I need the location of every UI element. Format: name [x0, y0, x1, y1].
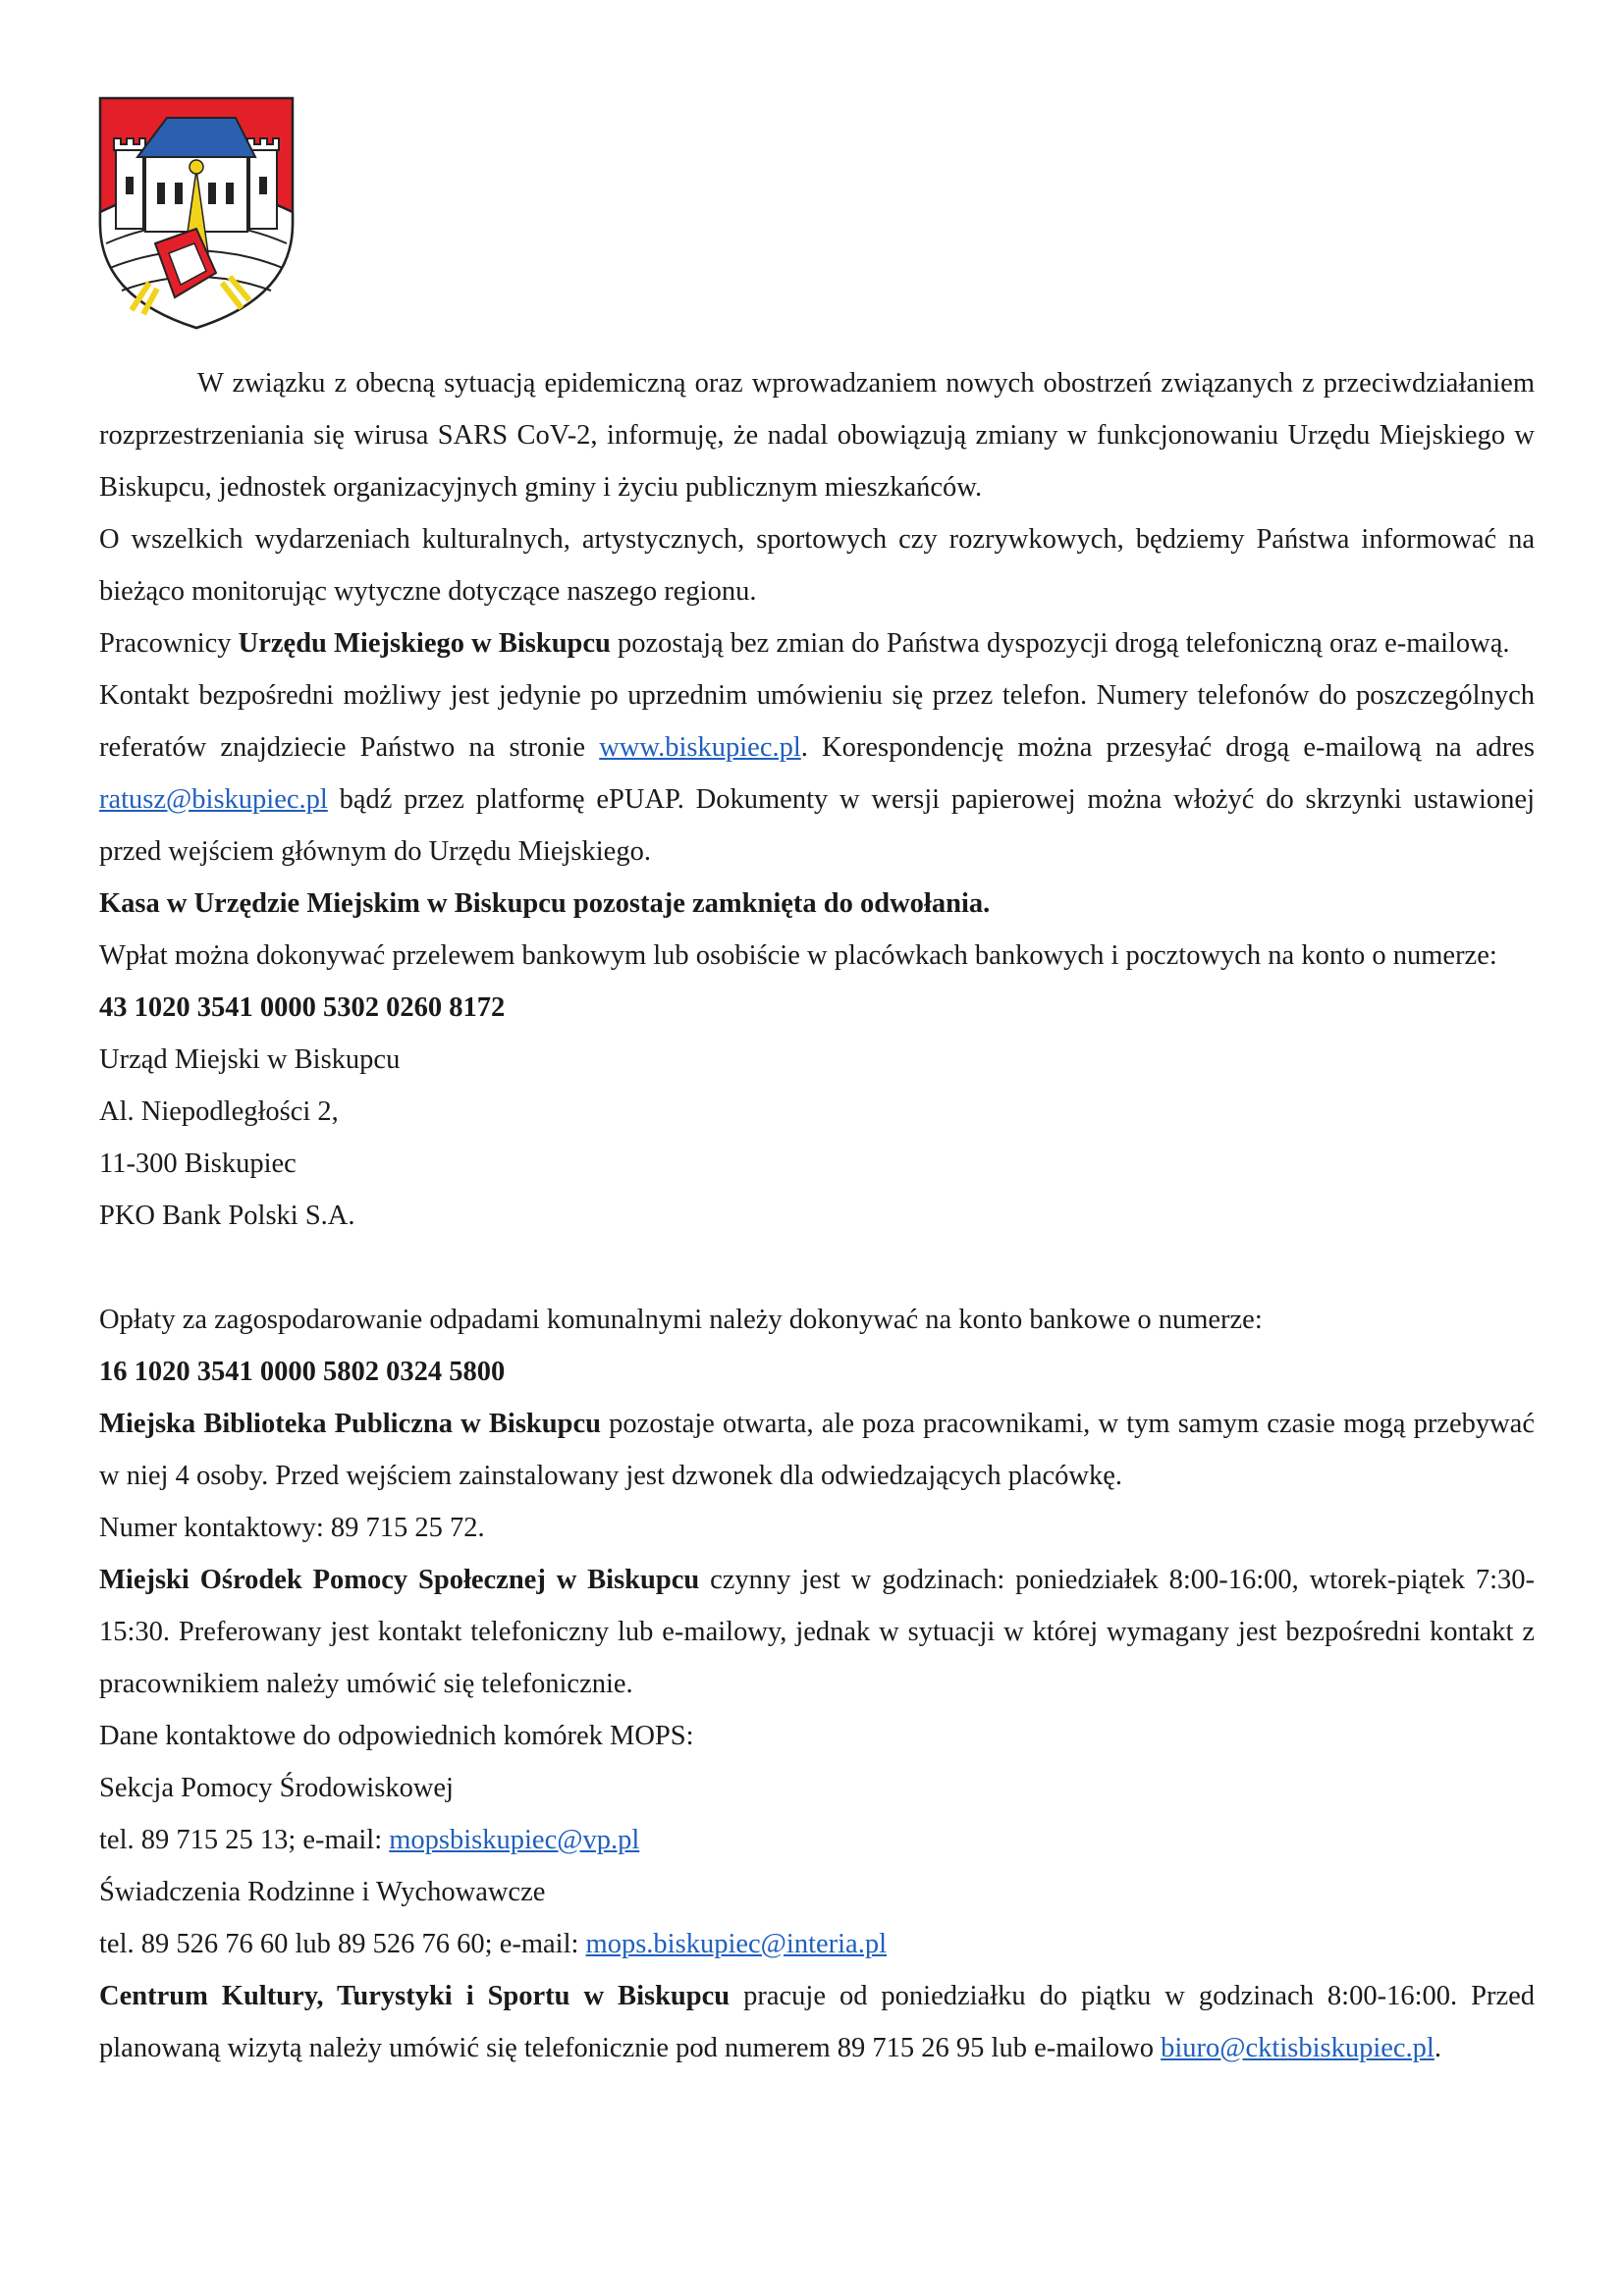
mops-benefits-contact: tel. 89 526 76 60 lub 89 526 76 60; e-mail: mops.biskupiec@interia.pl: [99, 1929, 887, 1959]
mops-section-contact: tel. 89 715 25 13; e-mail: mopsbiskupiec@vp.pl: [99, 1825, 640, 1855]
account-number-primary: 43 1020 3541 0000 5302 0260 8172: [99, 992, 506, 1023]
paragraph-intro: W związku z obecną sytuacją epidemiczną oraz wprowadzaniem nowych obostrzeń związanych z przeciwdziałaniem rozprzestrzeniania się wirusa SARS CoV-2, informuję, że nadal obowiązują zmiany w funkcjonowaniu Urzędu Miejskiego w Biskupcu, jednostek organizacyjnych gminy i życiu publicznym mieszkańców.: [99, 368, 1535, 503]
paragraph-mops: Miejski Ośrodek Pomocy Społecznej w Biskupcu czynny jest w godzinach: poniedziałek 8:00-16:00, wtorek-piątek 7:30-15:30. Preferowany jest kontakt telefoniczny lub e-mailowy, jednak w sytuacji w której wymagany jest bezpośredni kontakt z pracownikiem należy umówić się telefonicznie.: [99, 1565, 1535, 1699]
document-body: [99, 357, 1535, 2074]
library-name: Miejska Biblioteka Publiczna w Biskupcu: [99, 1409, 601, 1439]
mops-email-link[interactable]: mopsbiskupiec@vp.pl: [389, 1825, 640, 1855]
coat-of-arms-icon: [98, 96, 295, 332]
library-phone: Numer kontaktowy: 89 715 25 72.: [99, 1513, 485, 1543]
paragraph-library: Miejska Biblioteka Publiczna w Biskupcu pozostaje otwarta, ale poza pracownikami, w tym samym czasie mogą przebywać w niej 4 osoby. Przed wejściem zainstalowany jest dzwonek dla odwiedzających placówkę.: [99, 1409, 1535, 1491]
paragraph-staff: Pracownicy Urzędu Miejskiego w Biskupcu pozostają bez zmian do Państwa dyspozycji drogą telefoniczną oraz e-mailową.: [99, 628, 1510, 659]
paragraph-contact: Kontakt bezpośredni możliwy jest jedynie po uprzednim umówieniu się przez telefon. Numery telefonów do poszczególnych referatów znajdziecie Państwo na stronie www.biskupiec.pl. Korespondencję można przesyłać drogą e-mailową na adres ratusz@biskupiec.pl bądź przez platformę ePUAP. Dokumenty w wersji papierowej można włożyć do skrzynki ustawionej przed wejściem głównym do Urzędu Miejskiego.: [99, 680, 1535, 867]
address-line: PKO Bank Polski S.A.: [99, 1201, 355, 1231]
paragraph-waste-fees: Opłaty za zagospodarowanie odpadami komunalnymi należy dokonywać na konto bankowe o numerze:: [99, 1305, 1263, 1335]
paragraph-events: O wszelkich wydarzeniach kulturalnych, artystycznych, sportowych czy rozrywkowych, będziemy Państwa informować na bieżąco monitorując wytyczne dotyczące naszego regionu.: [99, 524, 1535, 607]
mops-name: Miejski Ośrodek Pomocy Społecznej w Biskupcu: [99, 1565, 700, 1595]
mops-section-name: Sekcja Pomocy Środowiskowej: [99, 1773, 454, 1803]
website-link[interactable]: www.biskupiec.pl: [599, 732, 801, 763]
account-number-waste: 16 1020 3541 0000 5802 0324 5800: [99, 1357, 506, 1387]
culture-centre-email-link[interactable]: biuro@cktisbiskupiec.pl: [1161, 2033, 1435, 2063]
mops-contacts-heading: Dane kontaktowe do odpowiednich komórek MOPS:: [99, 1721, 694, 1751]
address-line: 11-300 Biskupiec: [99, 1148, 297, 1179]
paragraph-payments: Wpłat można dokonywać przelewem bankowym lub osobiście w placówkach bankowych i pocztowych na konto o numerze:: [99, 940, 1497, 971]
spacer: [99, 1242, 1535, 1294]
address-line: Al. Niepodległości 2,: [99, 1096, 339, 1127]
paragraph-culture-centre: Centrum Kultury, Turystyki i Sportu w Biskupcu pracuje od poniedziałku do piątku w godzinach 8:00-16:00. Przed planowaną wizytą należy umówić się telefonicznie pod numerem 89 715 26 95 lub e-mailowo biuro@cktisbiskupiec.pl.: [99, 1981, 1535, 2063]
address-line: Urząd Miejski w Biskupcu: [99, 1044, 401, 1075]
office-name: Urzędu Miejskiego w Biskupcu: [238, 628, 611, 659]
mops-benefits-email-link[interactable]: mops.biskupiec@interia.pl: [585, 1929, 887, 1959]
cashier-closed-notice: Kasa w Urzędzie Miejskim w Biskupcu pozostaje zamknięta do odwołania.: [99, 888, 991, 919]
culture-centre-name: Centrum Kultury, Turystyki i Sportu w Biskupcu: [99, 1981, 731, 2011]
mops-benefits-name: Świadczenia Rodzinne i Wychowawcze: [99, 1877, 546, 1907]
office-email-link[interactable]: ratusz@biskupiec.pl: [99, 784, 328, 815]
